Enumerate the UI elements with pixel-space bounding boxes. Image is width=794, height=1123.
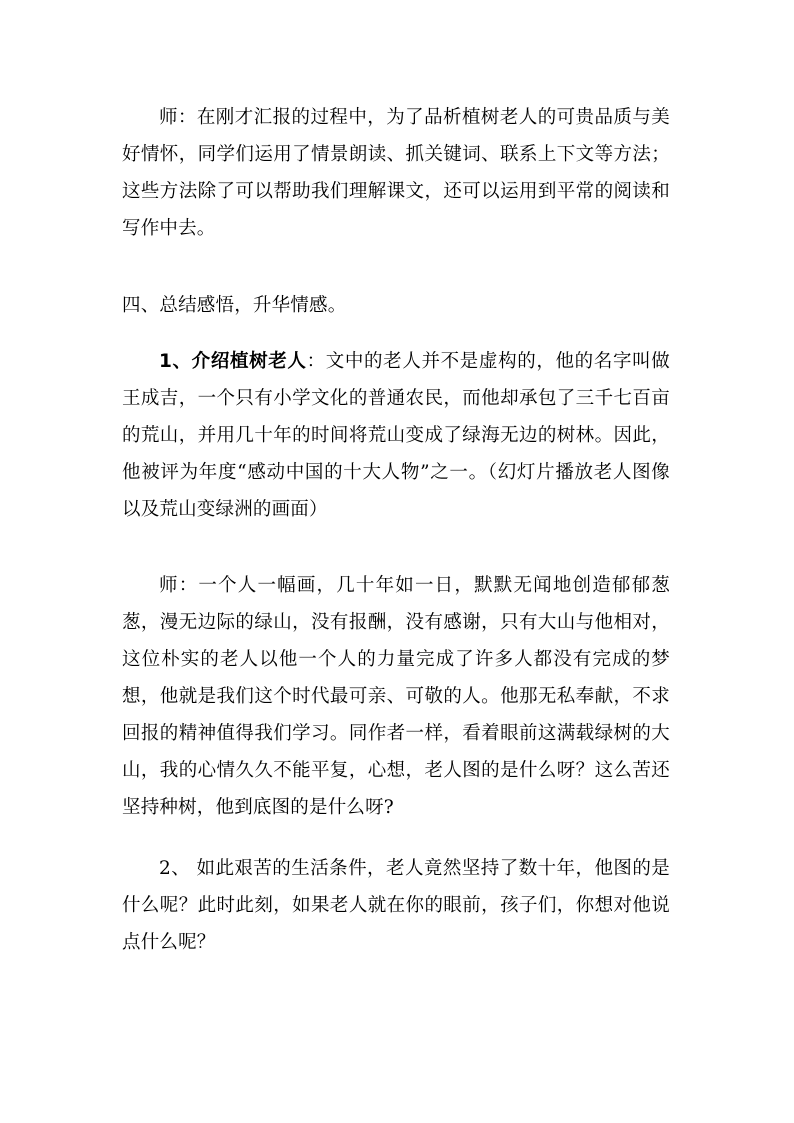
intro-body-text: ：文中的老人并不是虚构的，他的名字叫做王成吉，一个只有小学文化的普通农民，而他却承包了三千七百亩的荒山，并用几十年的时间将荒山变成了绿海无边的树林。因此，他被评为年度“感动中国的十大人物”之一。（幻灯片播放老人图像以及荒山变绿洲的画面）	[122, 351, 670, 520]
paragraph-question-two: 2、 如此艰苦的生活条件，老人竟然坚持了数十年，他图的是什么呢？此时此刻，如果老人就在你的眼前，孩子们，你想对他说点什么呢？	[122, 858, 670, 953]
section-heading: 四、总结感悟，升华情感。	[122, 295, 347, 316]
paragraph-intro-old-man	[122, 343, 670, 528]
paragraph-teacher-summary: 师：在刚才汇报的过程中，为了品析植树老人的可贵品质与美好情怀，同学们运用了情景朗读、抓关键词、联系上下文等方法；这些方法除了可以帮助我们理解课文，还可以运用到平常的阅读和写作中去。	[122, 107, 670, 239]
paragraph-teacher-praise: 师：一个人一幅画，几十年如一日，默默无闻地创造郁郁葱葱，漫无边际的绿山，没有报酬，没有感谢，只有大山与他相对，这位朴实的老人以他一个人的力量完成了许多人都没有完成的梦想，他就是我们这个时代最可亲、可敬的人。他那无私奉献，不求回报的精神值得我们学习。同作者一样，看着眼前这满载绿树的大山，我的心情久久不能平复，心想，老人图的是什么呀？这么苦还坚持种树，他到底图的是什么呀?	[122, 575, 670, 818]
intro-lead-label: 1、介绍植树老人	[159, 351, 307, 372]
